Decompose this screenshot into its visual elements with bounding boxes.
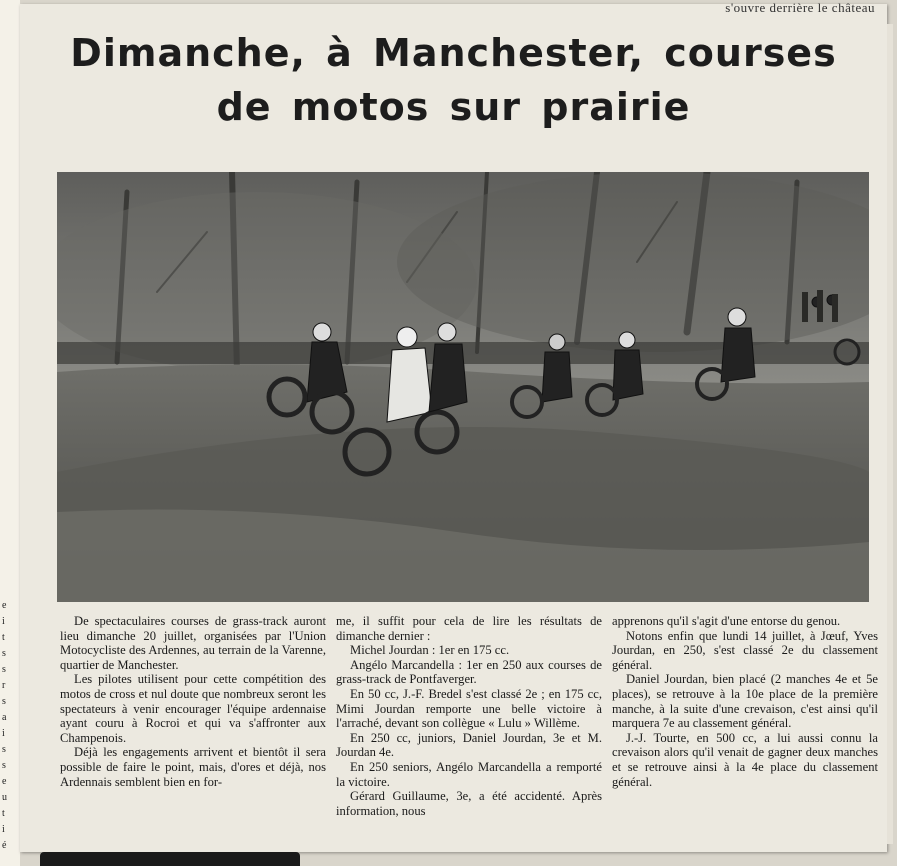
paragraph: En 250 cc, juniors, Daniel Jourdan, 3e et M. Jourdan 4e. <box>336 730 602 760</box>
headline-line-1: Dimanche, à Manchester, courses <box>70 31 837 75</box>
article-body <box>60 614 878 846</box>
motocross-photo-illustration <box>57 172 869 602</box>
margin-letter: s <box>2 760 6 771</box>
margin-letter: t <box>2 808 5 819</box>
article-column-2 <box>336 614 602 846</box>
article-column-1 <box>60 614 326 846</box>
paragraph: Gérard Guillaume, 3e, a été accidenté. Après information, nous <box>336 789 602 818</box>
margin-letter: i <box>2 728 5 739</box>
headline-line-2: de motos sur prairie <box>216 85 691 129</box>
headline <box>30 26 877 134</box>
adjacent-column-strip <box>0 0 20 866</box>
margin-letter: s <box>2 648 6 659</box>
margin-letter: e <box>2 600 7 611</box>
margin-letter: r <box>2 680 6 691</box>
motocross-photo <box>57 172 869 602</box>
paragraph: Les pilotes utilisent pour cette compétition des motos de cross et nul doute que nombreux seront les spectateurs à venir encourager l'équipe ardennaise ayant couru à Rocroi et qui va s'affronter aux Champenois. <box>60 672 326 745</box>
paper-edge <box>887 24 893 844</box>
running-header: s'ouvre derrière le château <box>725 0 875 15</box>
paragraph: En 50 cc, J.-F. Bredel s'est classé 2e ; en 175 cc, Mimi Jourdan remporte une belle victoire à l'arraché, devant son collègue « Lulu » Willème. <box>336 686 602 731</box>
article-column-3 <box>612 614 878 846</box>
margin-letter: é <box>2 840 7 851</box>
margin-letter: a <box>2 712 7 723</box>
margin-letter: s <box>2 696 6 707</box>
paragraph: Michel Jourdan : 1er en 175 cc. <box>350 643 510 658</box>
paragraph: Angélo Marcandella : 1er en 250 aux courses de grass-track de Pontfaverger. <box>336 657 602 687</box>
margin-letter: i <box>2 824 5 835</box>
paragraph: En 250 seniors, Angélo Marcandella a remporté la victoire. <box>336 759 602 789</box>
next-headline-fragment <box>40 852 300 866</box>
paragraph: apprenons qu'il s'agit d'une entorse du genou. <box>612 614 841 628</box>
paragraph: me, il suffit pour cela de lire les résultats de dimanche dernier : <box>336 614 602 643</box>
paragraph: Daniel Jourdan, bien placé (2 manches 4e et 5e places), se retrouve à la 10e place de la première manche, à la suite d'une crevaison, c'est ainsi qu'il marquera 7e au classement général. <box>612 672 878 731</box>
margin-letter: u <box>2 792 7 803</box>
margin-letter: s <box>2 744 6 755</box>
newspaper-clipping <box>20 0 887 852</box>
paragraph: De spectaculaires courses de grass-track auront lieu dimanche 20 juillet, organisées par l'Union Motocycliste des Ardennes, au terrain de la Varenne, quartier de Manchester. <box>60 614 326 672</box>
margin-letter: s <box>2 664 6 675</box>
margin-letter: e <box>2 776 7 787</box>
paragraph: Notons enfin que lundi 14 juillet, à Jœuf, Yves Jourdan, en 250, s'est classé 2e du classement général. <box>612 628 878 672</box>
margin-letter: i <box>2 616 5 627</box>
paragraph: J.-J. Tourte, en 500 cc, a lui aussi connu la crevaison alors qu'il venait de gagner deux manches et se retrouve ainsi à la 4e place du classement général. <box>612 730 878 789</box>
paragraph: Déjà les engagements arrivent et bientôt il sera possible de faire le point, mais, d'ores et déjà, nos Ardennais semblent bien en for- <box>60 745 326 789</box>
margin-letter: t <box>2 632 5 643</box>
